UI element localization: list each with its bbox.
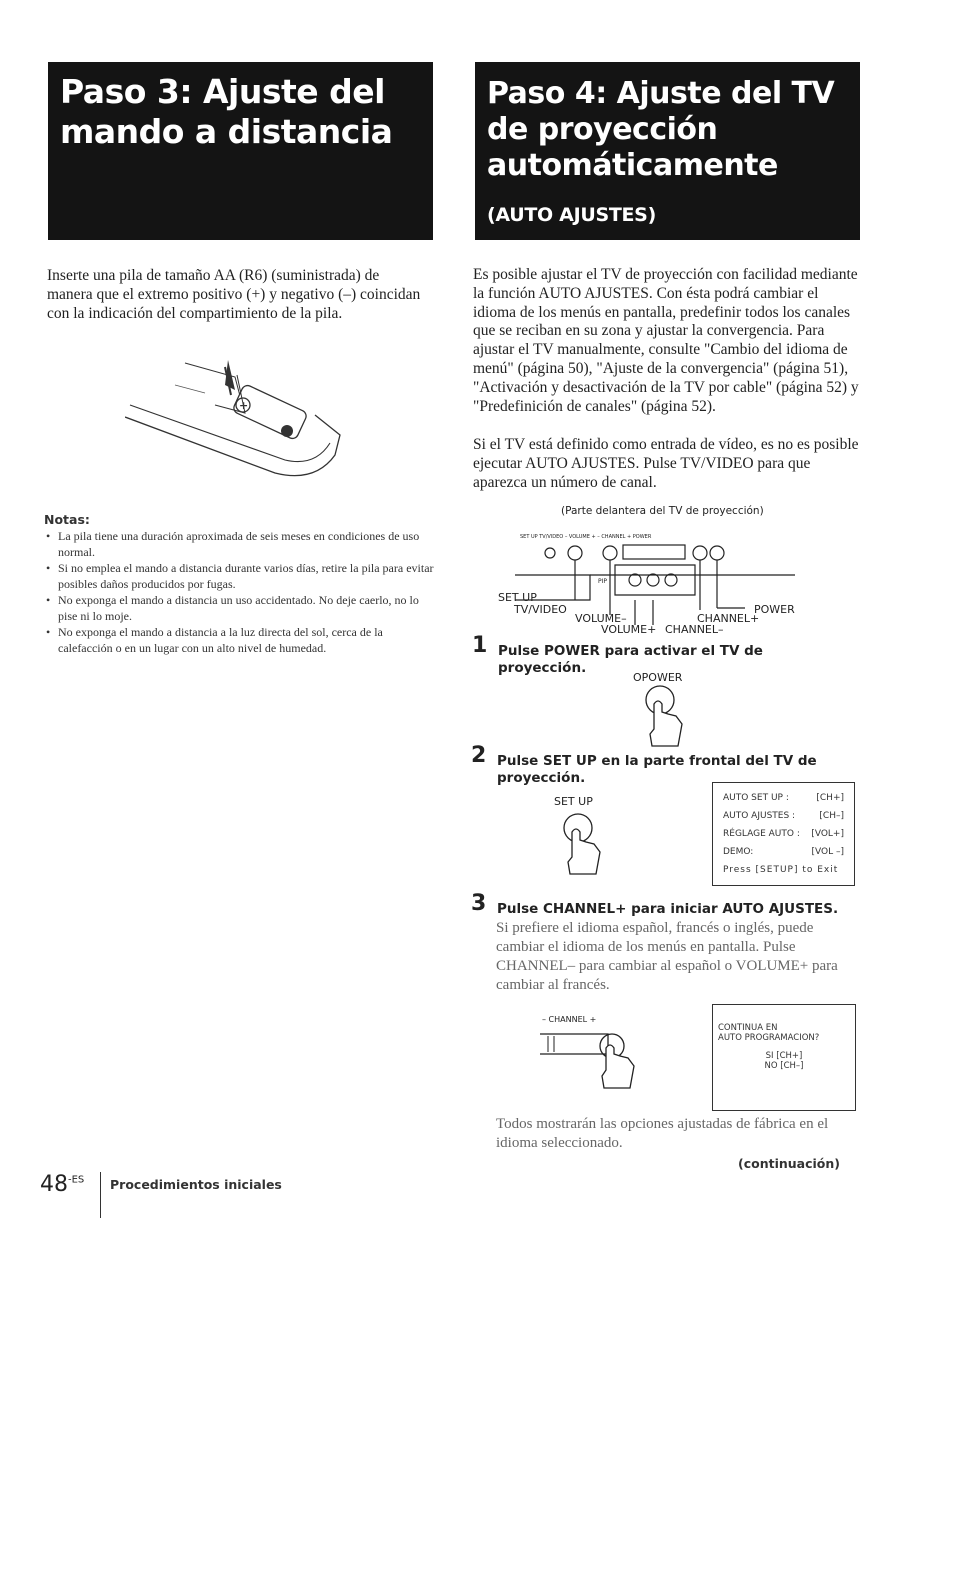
panel-label-channel-minus: CHANNEL–: [665, 623, 724, 636]
hand-press-channel-icon: [540, 1026, 640, 1090]
osd-setup-menu: [712, 782, 855, 886]
panel-label-setup: SET UP: [498, 591, 537, 604]
step-2-number: 2: [471, 743, 487, 768]
right-title-banner: [475, 62, 860, 240]
left-title-banner: [48, 62, 433, 240]
step-3-number: 3: [471, 891, 487, 916]
left-title-line2: mando a distancia: [60, 112, 393, 151]
right-title-line3: automáticamente: [487, 148, 778, 183]
page-suffix: -ES: [68, 1174, 85, 1186]
osd-menu-footer: Press [SETUP] to Exit: [723, 865, 839, 875]
page-number: $48^{-ES}$: [40, 1172, 85, 1197]
step-3-label: – CHANNEL +: [542, 1015, 597, 1024]
panel-label-tv-video: TV/VIDEO: [514, 603, 567, 616]
step-2-label: SET UP: [554, 795, 593, 808]
left-intro: Inserte una pila de tamaño AA (R6) (suministrada) de manera que el extremo positivo (+) y negativo (–) coincidan con la indicación del compartimiento de la pila.: [47, 267, 421, 322]
note-item: • Si no emplea el mando a distancia durante varios días, retire la pila para evitar posibles daños producidos por fugas.: [44, 560, 434, 592]
notes-title: Notas:: [44, 512, 90, 527]
svg-text:SET UP TV/VIDEO – VOLUME + – C: SET UP TV/VIDEO – VOLUME + – CHANNEL + POWER: [520, 534, 652, 540]
right-subtitle: (AUTO AJUSTES): [487, 204, 656, 226]
panel-caption: (Parte delantera del TV de proyección): [561, 505, 764, 517]
panel-label-volume-plus: VOLUME+: [601, 623, 657, 636]
remote-battery-illustration: [125, 355, 345, 485]
svg-text:PIP: PIP: [598, 578, 608, 585]
step-3: [471, 891, 867, 918]
step-1-text: Pulse POWER para activar el TV de proyección.: [498, 643, 763, 676]
step-3-body: Si prefiere el idioma español, francés o inglés, puede cambiar el idioma de los menús en pantalla. Pulse CHANNEL– para cambiar al español o VOLUME+ para cambiar al francés.: [496, 920, 838, 993]
notes-list: [44, 528, 434, 656]
step-1-label: OPOWER: [633, 671, 683, 684]
osd-dialog-line: AUTO PROGRAMACION?: [718, 1033, 820, 1043]
step-2-text: Pulse SET UP en la parte frontal del TV de proyección.: [497, 753, 817, 786]
osd-dialog-option-no: NO [CH–]: [764, 1061, 804, 1071]
osd-dialog-line: CONTINUA EN: [718, 1023, 778, 1033]
osd-dialog-option-yes: SI [CH+]: [765, 1051, 803, 1061]
continuation-label: (continuación): [738, 1156, 840, 1171]
step-3-text: Pulse CHANNEL+ para iniciar AUTO AJUSTES.: [497, 901, 839, 917]
panel-label-channel-plus: CHANNEL+: [697, 612, 760, 625]
closing-text: Todos mostrarán las opciones ajustadas de fábrica en el idioma seleccionado.: [496, 1116, 829, 1151]
osd-continue-dialog: [712, 1004, 856, 1111]
step-1-number: 1: [472, 633, 488, 658]
hand-press-icon: [558, 812, 608, 876]
panel-label-power: POWER: [754, 603, 795, 616]
osd-menu-row: RÉGLAGE AUTO : [VOL+]: [723, 829, 844, 839]
left-title-line1: Paso 3: Ajuste del: [60, 72, 385, 111]
osd-menu-row: AUTO AJUSTES : [CH–]: [723, 811, 844, 821]
note-item: • La pila tiene una duración aproximada de seis meses en condiciones de uso normal.: [44, 528, 434, 560]
panel-label-volume-minus: VOLUME–: [575, 612, 627, 625]
right-title-line1: Paso 4: Ajuste del TV: [487, 76, 835, 111]
osd-menu-row: AUTO SET UP : [CH+]: [723, 793, 844, 803]
note-item: • No exponga el mando a distancia un uso accidentado. No deje caerlo, no lo pise ni lo moje.: [44, 592, 434, 624]
right-title-line2: de proyección: [487, 112, 718, 147]
footer-section-title: Procedimientos iniciales: [110, 1177, 282, 1192]
osd-menu-row: DEMO: [VOL –]: [723, 847, 844, 857]
hand-press-icon: [640, 684, 690, 748]
right-intro-2: Si el TV está definido como entrada de vídeo, es no es posible ejecutar AUTO AJUSTES. Pulse TV/VIDEO para que aparezca un número de canal.: [473, 436, 859, 491]
right-intro: Es posible ajustar el TV de proyección con facilidad mediante la función AUTO AJUSTES. Con ésta podrá cambiar el idioma de los menús en pantalla, predefinir todos los canales que se reciban en su zona y ajustar la convergencia. Para ajustar el TV manualmente, consulte "Cambio del idioma de menú" (página 50), "Ajuste de la convergencia" (página 51), "Activación y desactivación de la TV por cable" (página 52) y "Predefinición de canales" (página 52).: [473, 266, 859, 415]
svg-text:+: +: [239, 399, 249, 412]
note-item: • No exponga el mando a distancia a la luz directa del sol, cerca de la calefacción o en un lugar con un alto nivel de humedad.: [44, 624, 434, 656]
footer-divider: [100, 1172, 101, 1218]
